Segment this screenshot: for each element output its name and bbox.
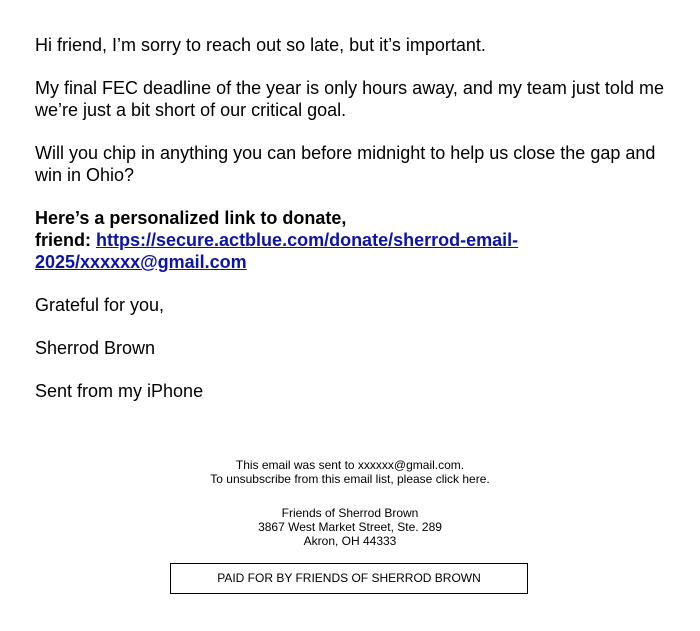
link-intro-line2: friend: — [35, 230, 91, 250]
mailing-address — [0, 506, 700, 548]
link-intro-line1: Here’s a personalized link to donate, — [35, 208, 347, 228]
deadline-paragraph: My final FEC deadline of the year is only hours away, and my team just told me we’re just a bit short of our critical goal. — [35, 78, 664, 120]
unsubscribe-notice[interactable]: To unsubscribe from this email list, please click here. — [210, 472, 490, 486]
closing-line: Grateful for you, — [35, 295, 165, 315]
donate-link[interactable]: https://secure.actblue.com/donate/sherrod-email-2025/xxxxxx@gmail.com — [35, 230, 519, 272]
donate-link-paragraph — [35, 207, 675, 273]
signature: Sherrod Brown — [35, 338, 156, 358]
ask-paragraph: Will you chip in anything you can before midnight to help us close the gap and win in Ohio? — [35, 143, 656, 185]
paid-for-disclaimer: PAID FOR BY FRIENDS OF SHERROD BROWN — [170, 563, 528, 594]
street-address: 3867 West Market Street, Ste. 289 — [258, 520, 442, 534]
email-body — [35, 34, 675, 423]
email-footer — [0, 458, 700, 548]
greeting-paragraph: Hi friend, I’m sorry to reach out so late, but it’s important. — [35, 35, 486, 55]
city-state-zip: Akron, OH 44333 — [303, 534, 397, 548]
sent-to-notice: This email was sent to xxxxxx@gmail.com. — [235, 458, 465, 472]
org-name: Friends of Sherrod Brown — [281, 506, 419, 520]
sent-from-line: Sent from my iPhone — [35, 381, 204, 401]
